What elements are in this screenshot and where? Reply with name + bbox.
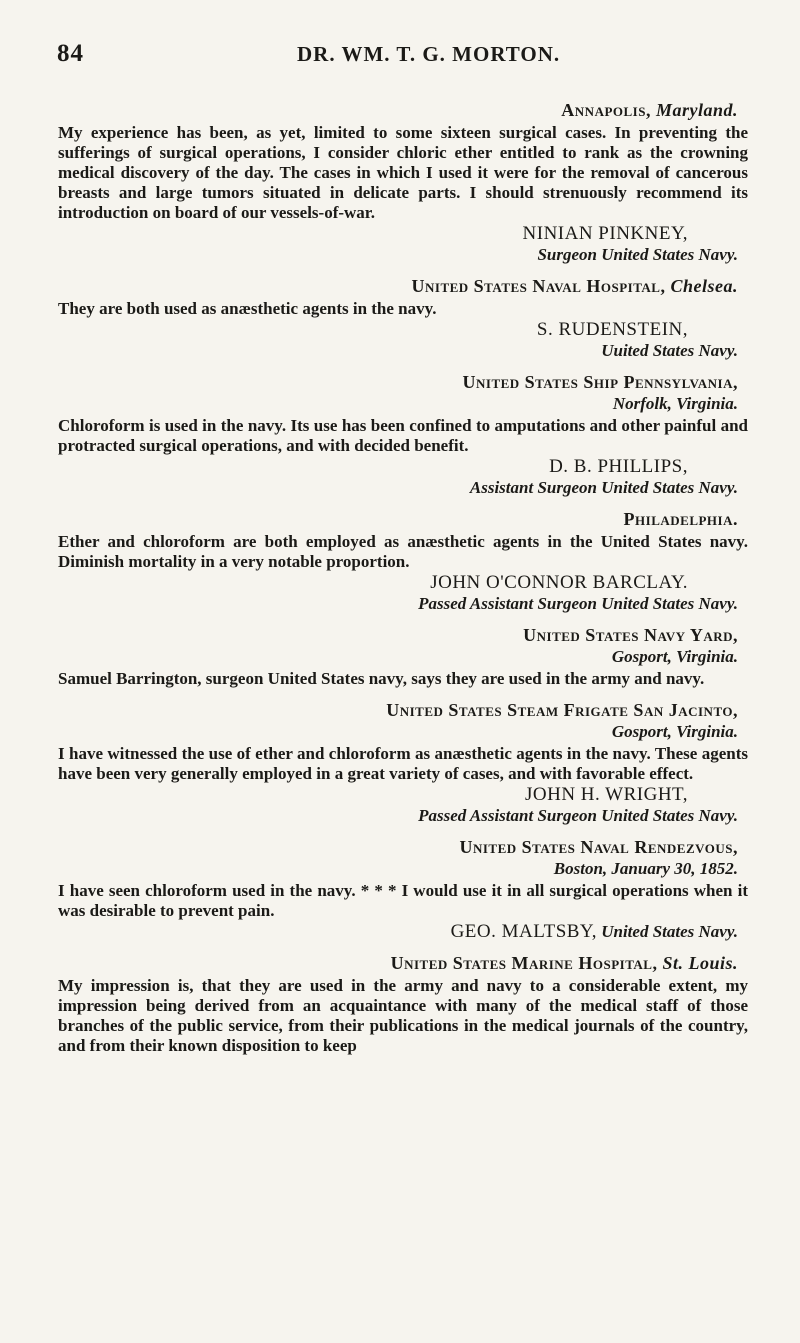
- signature: JOHN H. WRIGHT,: [524, 784, 688, 805]
- running-head: DR. WM. T. G. MORTON.: [297, 42, 561, 66]
- letter-text: Samuel Barrington, surgeon United States navy, says they are used in the army and navy.: [58, 669, 705, 688]
- location-heading: [58, 99, 748, 121]
- letter-philadelphia: [58, 508, 748, 614]
- letter-annapolis: [58, 99, 748, 265]
- letter-pennsylvania: [58, 371, 748, 498]
- letter-text: They are both used as anæsthetic agents in the navy.: [58, 299, 437, 318]
- location-name: United States Naval Hospital,: [411, 276, 666, 296]
- location-heading: United States Steam Frigate San Jacinto,: [386, 700, 738, 720]
- signatory-title: Passed Assistant Surgeon United States Navy.: [418, 594, 738, 613]
- location-heading: Philadelphia.: [623, 509, 738, 529]
- location-place: St. Louis.: [662, 953, 738, 973]
- location-heading: United States Naval Rendezvous,: [459, 837, 738, 857]
- location-place: Maryland.: [655, 100, 738, 120]
- signatory-title: United States Navy.: [601, 922, 738, 941]
- location-heading: [58, 952, 748, 974]
- letter-text: Ether and chloroform are both employed as anæsthetic agents in the United States navy. Diminish mortality in a very notable proportion.: [58, 532, 748, 571]
- signature: S. RUDENSTEIN,: [536, 319, 688, 340]
- signatory-title: Surgeon United States Navy.: [537, 245, 738, 264]
- letter-text: I have witnessed the use of ether and chloroform as anæsthetic agents in the navy. These agents have been very generally employed in a great variety of cases, and with favorable effect.: [58, 744, 748, 783]
- letter-chelsea: [58, 275, 748, 361]
- signature: NINIAN PINKNEY,: [522, 223, 688, 244]
- letter-text: My impression is, that they are used in the army and navy to a considerable extent, my impression being derived from an acquaintance with many of the medical staff of those branches of the public service, from their publications in the medical journals of the country, and from their known disposition to keep: [58, 976, 748, 1055]
- location-place: Gosport, Virginia.: [611, 722, 738, 741]
- signature-line: [58, 921, 748, 942]
- location-place: Chelsea.: [670, 276, 738, 296]
- location-place: Norfolk, Virginia.: [612, 394, 738, 413]
- location-name: United States Marine Hospital,: [390, 953, 658, 973]
- location-heading: United States Ship Pennsylvania,: [462, 372, 738, 392]
- letter-text: Chloroform is used in the navy. Its use has been confined to amputations and other painful and protracted surgical operations, and with decided benefit.: [58, 416, 748, 455]
- signatory-title: Uuited States Navy.: [601, 341, 738, 360]
- letter-san-jacinto: [58, 699, 748, 826]
- letter-text: My experience has been, as yet, limited to some sixteen surgical cases. In preventing the sufferings of surgical operations, I consider chloric ether entitled to rank as the crowning medical discovery of the day. The cases in which I used it were for the removal of cancerous breasts and large tumors situated in delicate parts. I should strenuously recommend its introduction on board of our vessels-of-war.: [58, 123, 748, 222]
- letter-navy-yard: [58, 624, 748, 689]
- location-heading: [58, 275, 748, 297]
- letter-text: I have seen chloroform used in the navy. * * * I would use it in all surgical operations when it was desirable to prevent pain.: [58, 881, 748, 920]
- location-name: Annapolis,: [561, 100, 651, 120]
- location-heading: United States Navy Yard,: [523, 625, 738, 645]
- location-place: Gosport, Virginia.: [611, 647, 738, 666]
- signatory-title: Assistant Surgeon United States Navy.: [469, 478, 738, 497]
- location-place: Boston, January 30, 1852.: [553, 859, 738, 878]
- page-body: [58, 99, 748, 1066]
- signature: D. B. PHILLIPS,: [549, 456, 688, 477]
- letter-marine-hospital: [58, 952, 748, 1056]
- signatory-title: Passed Assistant Surgeon United States Navy.: [418, 806, 738, 825]
- signature: JOHN O'CONNOR BARCLAY.: [430, 572, 688, 593]
- page-header: [57, 40, 747, 80]
- page-number: 84: [57, 40, 84, 67]
- signature: GEO. MALTSBY,: [450, 921, 597, 942]
- letter-naval-rendezvous: [58, 836, 748, 942]
